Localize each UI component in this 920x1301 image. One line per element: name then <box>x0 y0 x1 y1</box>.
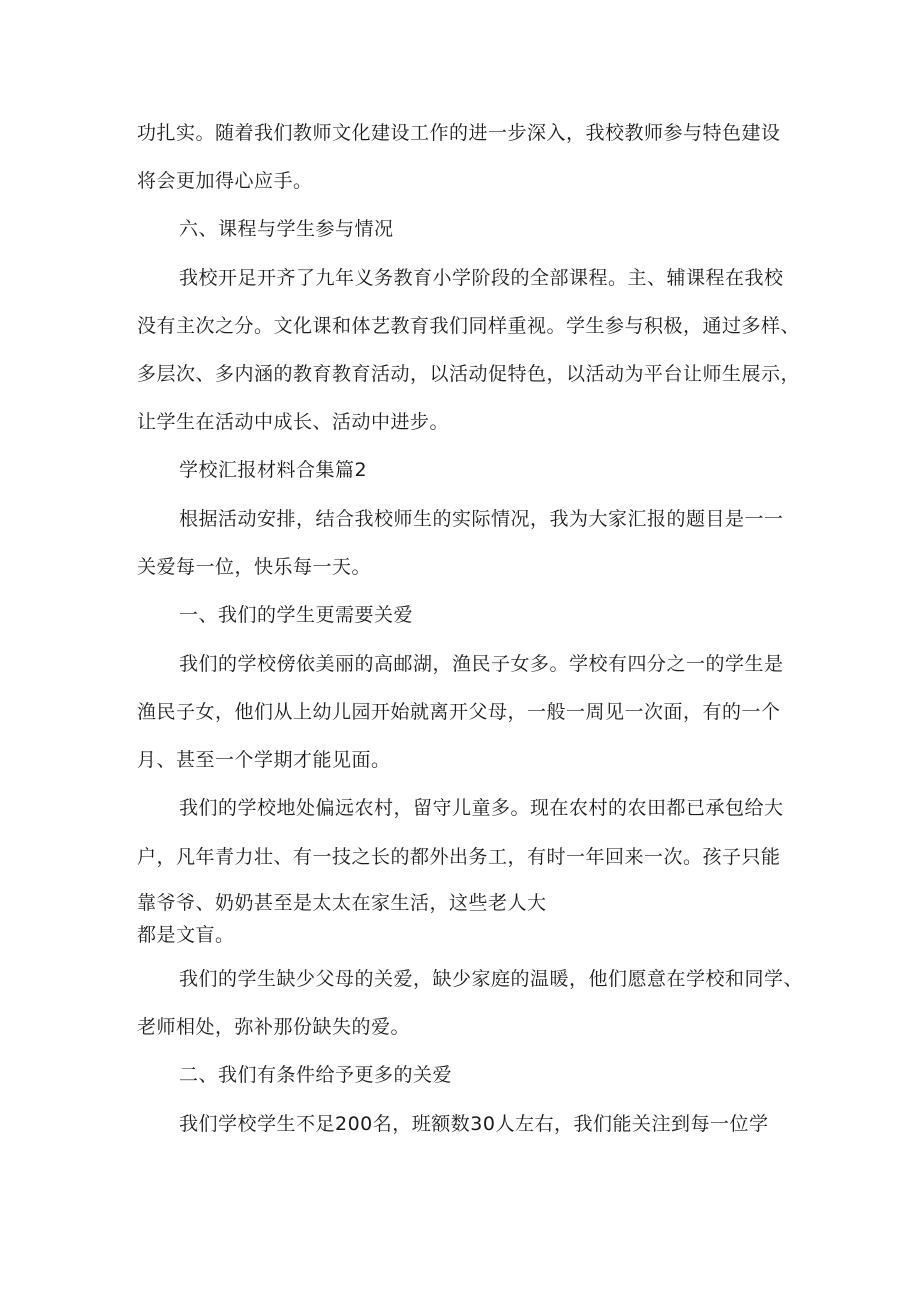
paragraph-line: 我们的学生缺少父母的关爱，缺少家庭的温暖，他们愿意在学校和同学、 <box>179 968 804 990</box>
paragraph-line: 关爱每一位，快乐每一天。 <box>137 556 372 578</box>
paragraph-line: 将会更加得心应手。 <box>137 170 313 192</box>
section-heading: 一、我们的学生更需要关爱 <box>179 604 414 626</box>
article-title: 学校汇报材料合集篇2 <box>179 459 368 481</box>
paragraph-line: 根据活动安排，结合我校师生的实际情况，我为大家汇报的题目是一一 <box>179 508 784 530</box>
paragraph-line: 月、甚至一个学期才能见面。 <box>137 749 391 771</box>
paragraph-line: 让学生在活动中成长、活动中进步。 <box>137 411 450 433</box>
paragraph-line: 靠爷爷、奶奶甚至是太太在家生活，这些老人大 <box>137 892 547 914</box>
paragraph-line: 没有主次之分。文化课和体艺教育我们同样重视。学生参与积极，通过多样、 <box>137 315 801 337</box>
paragraph-line: 多层次、多内涵的教育教育活动，以活动促特色，以活动为平台让师生展示， <box>137 363 801 385</box>
paragraph-line: 渔民子女，他们从上幼儿园开始就离开父母，一般一周见一次面，有的一个 <box>137 701 781 723</box>
section-heading: 二、我们有条件给予更多的关爱 <box>179 1064 453 1086</box>
paragraph-line: 老师相处，弥补那份缺失的爱。 <box>137 1016 411 1038</box>
paragraph-line: 我们的学校傍依美丽的高邮湖，渔民子女多。学校有四分之一的学生是 <box>179 653 784 675</box>
paragraph-line: 都是文盲。 <box>137 924 235 946</box>
paragraph-line: 我们的学校地处偏远农村，留守儿童多。现在农村的农田都已承包给大 <box>179 797 784 819</box>
section-heading: 六、课程与学生参与情况 <box>179 218 394 240</box>
paragraph-line: 我们学校学生不足200名，班额数30人左右，我们能关注到每一位学 <box>179 1113 769 1135</box>
paragraph-line: 功扎实。随着我们教师文化建设工作的进一步深入，我校教师参与特色建设 <box>137 122 781 144</box>
paragraph-line: 我校开足开齐了九年义务教育小学阶段的全部课程。主、辅课程在我校 <box>179 267 784 289</box>
paragraph-line: 户，凡年青力壮、有一技之长的都外出务工，有时一年回来一次。孩子只能 <box>137 846 781 868</box>
